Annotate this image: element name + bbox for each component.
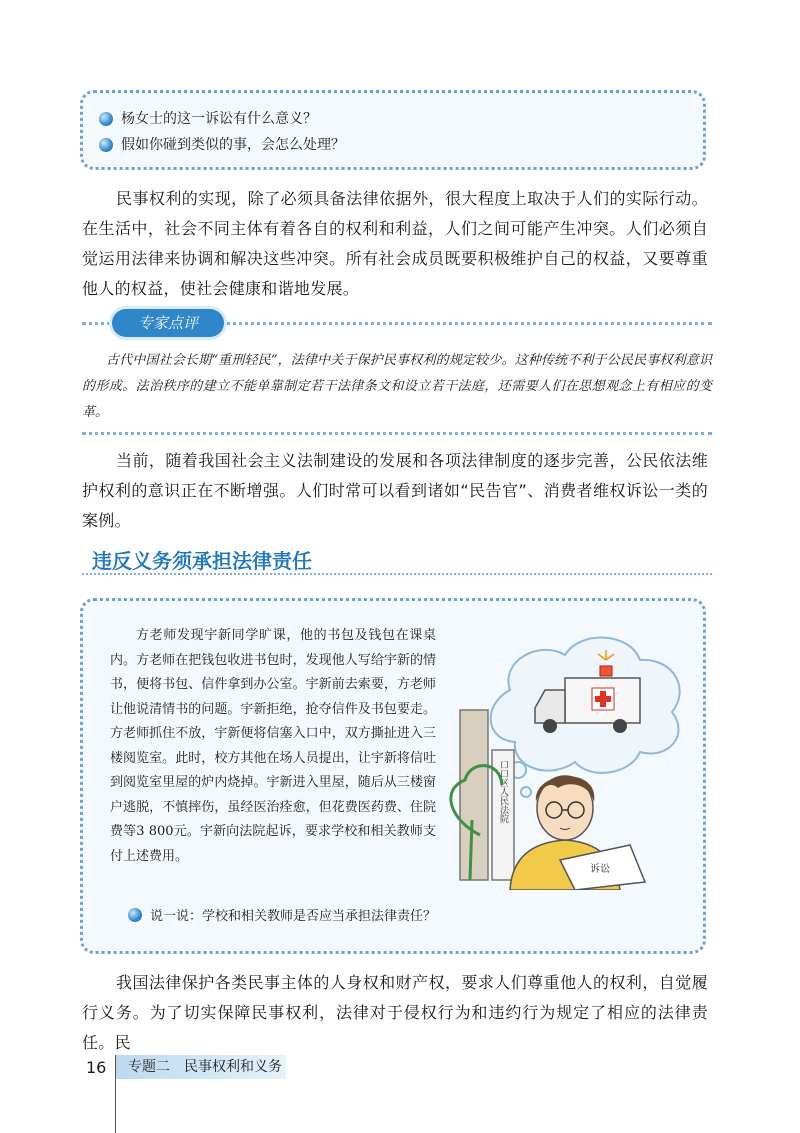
section-underline [82, 573, 712, 575]
case-illustration [440, 620, 700, 890]
page-number: 16 [86, 1058, 107, 1077]
expert-comment-text: 古代中国社会长期“重刑轻民”，法律中关于保护民事权利的规定较少。这种传统不利于公民民事权利意识的形成。法治秩序的建立不能单靠制定若干法律条文和设立若干法庭，还需要人们在思想观念上有相应的变革。 [82, 353, 712, 420]
gate-pillar [460, 710, 488, 880]
paragraph-2: 当前，随着我国社会主义法制建设的发展和各项法律制度的逐步完善，公民依法维护权利的意识正在不断增强。人们时常可以看到诸如“民告官”、消费者维权诉讼一类的案例。 [82, 451, 708, 530]
say-prompt [150, 905, 436, 924]
chapter-label: 专题二 民事权利和义务 [116, 1055, 286, 1079]
divider-bottom [82, 432, 712, 435]
say-prompt-text: 说一说：学校和相关教师是否应当承担法律责任？ [150, 909, 437, 924]
case-story: 方老师发现宇新同学旷课，他的书包及钱包在课桌内。方老师在把钱包收进书包时，发现他人写给宇新的情书，便将书包、信件拿到办公室。宇新前去索要，方老师让他说清情书的问题。宇新拒绝，抢夺信件及书包要走。方老师抓住不放，宇新便将信塞入口中，双方撕扯进入三楼阅览室。此时，校方其他在场人员提出，让宇新将信吐到阅览室里屋的炉内烧掉。宇新进入里屋，随后从三楼窗户逃脱，不慎摔伤，虽经医治痊愈，但花费医药费、住院费等3 800元。宇新向法院起诉，要求学校和相关教师支付上述费用。 [110, 628, 436, 864]
paragraph-3: 我国法律保护各类民事主体的人身权和财产权，要求人们尊重他人的权利，自觉履行义务。为了切实保障民事权利，法律对于侵权行为和违约行为规定了相应的法律责任。民 [82, 973, 708, 1052]
question-item [121, 109, 317, 129]
discussion-box [80, 90, 706, 170]
question-text: 假如你碰到类似的事，会怎么处理？ [121, 137, 345, 153]
bullet-icon [99, 138, 113, 152]
section-title: 违反义务须承担法律责任 [92, 549, 312, 573]
thought-bubble [521, 787, 531, 797]
bullet-icon [99, 112, 113, 126]
expert-comment-tag: 专家点评 [112, 309, 224, 337]
bullet-icon [128, 908, 142, 922]
paragraph-1: 民事权利的实现，除了必须具备法律依据外，很大程度上取决于人们的实际行动。在生活中，社会不同主体有着各自的权利和利益，人们之间可能产生冲突。人们必须自觉运用法律来协调和解决这些冲突。所有社会成员既要积极维护自己的权益，又要尊重他人的权益，使社会健康和谐地发展。 [82, 189, 708, 298]
svg-text:诉讼: 诉讼 [590, 864, 610, 875]
question-item [121, 135, 345, 155]
court-sign-text: 口口区人民法院 [498, 760, 508, 823]
question-text: 杨女士的这一诉讼有什么意义？ [121, 111, 317, 127]
